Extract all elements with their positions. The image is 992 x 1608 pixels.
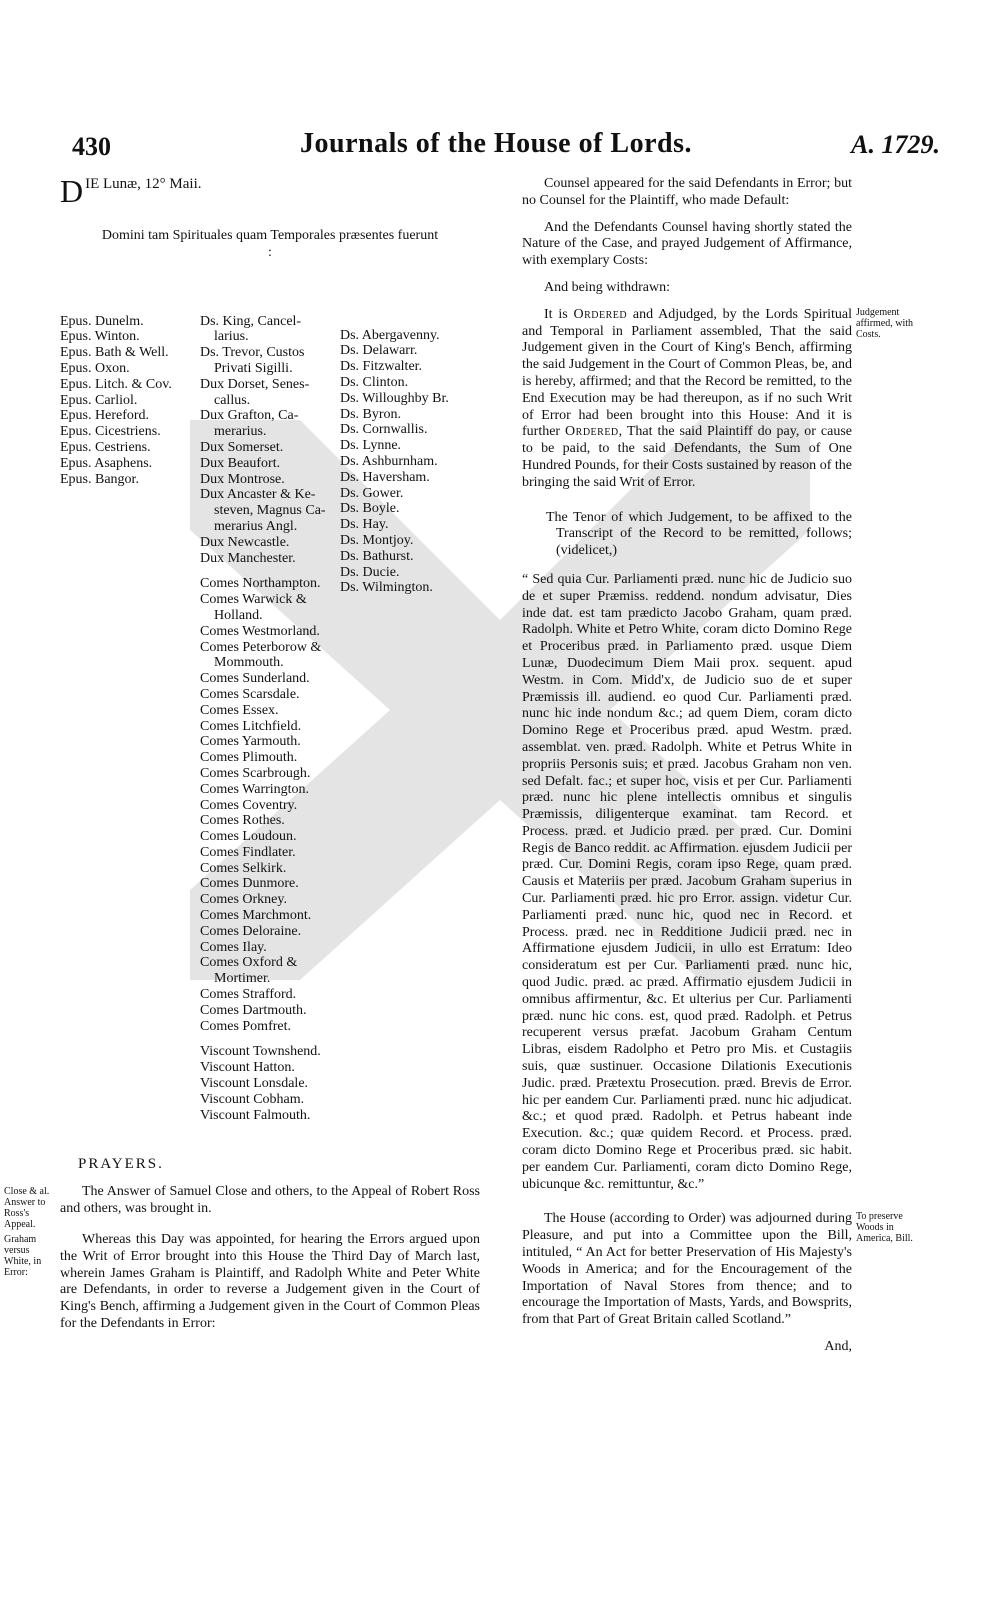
order-body: and Adjudged, by the Lords Spiritual and Temporal in Parliament assembled, That the said Judgement given in the Court of King's Bench, affirming the said Judgement in the Court of Common Pleas, be, and is hereby, affirmed; and that the Record be remitted, to the End Execution may be had thereupon, as if no such Writ of Error had been brought into this House: And it is further <box>522 306 853 440</box>
earl-entry: Comes Strafford. <box>200 987 297 1003</box>
officer-entry: merarius. <box>214 424 267 440</box>
baron-entry: Ds. Hay. <box>340 517 389 533</box>
bishop-entry: Epus. Oxon. <box>60 360 130 376</box>
officer-entry: Dux Ancaster & Ke- <box>200 487 316 503</box>
margin-note-close: Close & al. Answer to Ross's Appeal. <box>4 1186 50 1231</box>
officer-entry: Dux Manchester. <box>200 550 296 566</box>
earl-entry: Comes Dartmouth. <box>200 1002 307 1018</box>
bishop-entry: Epus. Bath & Well. <box>60 345 169 361</box>
bishop-entry: Epus. Asaphens. <box>60 455 153 471</box>
baron-entry: Ds. Haversham. <box>340 469 430 485</box>
officer-entry: Dux Dorset, Senes- <box>200 376 310 392</box>
right-column <box>522 176 914 1356</box>
earl-entry: Comes Rothes. <box>200 813 285 829</box>
earl-entry: Comes Peterborow & <box>200 639 322 655</box>
dateline <box>60 173 480 209</box>
earl-entry: Comes Yarmouth. <box>200 734 301 750</box>
bishop-entry: Epus. Bangor. <box>60 471 139 487</box>
margin-note-judgement: Judgement affirmed, with Costs. <box>856 306 914 340</box>
baron-entry: Ds. Gower. <box>340 485 404 501</box>
bishop-entry: Epus. Winton. <box>60 329 140 345</box>
earl-entry: Comes Ilay. <box>200 939 267 955</box>
earl-entry: Comes Orkney. <box>200 892 287 908</box>
barons-column <box>340 328 480 597</box>
baron-entry: Ds. Abergavenny. <box>340 327 440 343</box>
graham-paragraph: Whereas this Day was appointed, for hearing the Errors argued upon the Writ of Error brought into this House the Third Day of March last, wherein James Graham is Plaintiff, and Radolph White and Peter White are Defendants, in order to reverse a Judgement given in the Court of King's Bench, affirming a Judgement given in the Court of Common Pleas for the Defendants in Error: <box>60 1231 480 1331</box>
order-tail: , That the said Plaintiff do pay, or cause to be paid, to the said Defendants, the Sum of One Hundred Pounds, for their Costs sustained by reason of the bringing the said Writ of Error. <box>522 424 852 490</box>
page-year: A. 1729. <box>851 130 940 159</box>
page-header <box>60 128 940 164</box>
baron-entry: Ds. Wilmington. <box>340 580 433 596</box>
order-paragraph <box>522 307 852 492</box>
baron-entry: Ds. Ashburnham. <box>340 453 438 469</box>
counsel-paragraph: Counsel appeared for the said Defendants in Error; but no Counsel for the Plaintiff, who made Default: <box>522 176 852 208</box>
officer-entry: Ds. Trevor, Custos <box>200 345 305 361</box>
viscount-entry: Viscount Townshend. <box>200 1044 321 1060</box>
earl-entry: Comes Warwick & <box>200 592 307 608</box>
tenor-paragraph: The Tenor of which Judgement, to be affixed to the Transcript of the Record to be remitted, follows; (videlicet,) <box>546 509 852 559</box>
bishop-entry: Epus. Carliol. <box>60 392 138 408</box>
earl-entry: Comes Selkirk. <box>200 860 287 876</box>
earl-entry: Comes Dunmore. <box>200 876 299 892</box>
earl-entry: Comes Scarbrough. <box>200 765 311 781</box>
officer-entry: merarius Angl. <box>214 518 298 534</box>
earl-entry: Comes Warrington. <box>200 781 310 797</box>
earl-entry: Comes Marchmont. <box>200 908 312 924</box>
ordered-word: Ordered <box>573 306 628 322</box>
earl-entry: Comes Coventry. <box>200 797 298 813</box>
earl-entry: Comes Litchfield. <box>200 718 302 734</box>
bishops-column <box>60 314 200 488</box>
earl-entry: Comes Oxford & <box>200 955 298 971</box>
baron-entry: Ds. Willoughby Br. <box>340 390 449 406</box>
officer-entry: Privati Sigilli. <box>214 360 293 376</box>
baron-entry: Ds. Delawarr. <box>340 343 418 359</box>
earl-entry: Comes Loudoun. <box>200 829 297 845</box>
baron-entry: Ds. Montjoy. <box>340 532 414 548</box>
officer-entry: Dux Beaufort. <box>200 455 281 471</box>
baron-entry: Ds. Cornwallis. <box>340 422 428 438</box>
baron-entry: Ds. Boyle. <box>340 501 400 517</box>
baron-entry: Ds. Bathurst. <box>340 548 414 564</box>
defendants-counsel-paragraph: And the Defendants Counsel having shortly stated the Nature of the Case, and prayed Judgement of Affirmance, with exemplary Costs: <box>522 219 852 269</box>
ordered-word-2: Ordered <box>565 424 619 440</box>
earl-entry: Holland. <box>214 607 263 623</box>
baron-entry: Ds. Fitzwalter. <box>340 359 423 375</box>
bishop-entry: Epus. Dunelm. <box>60 313 144 329</box>
officer-entry: Dux Somerset. <box>200 439 284 455</box>
page-number: 430 <box>72 132 111 161</box>
viscount-entry: Viscount Cobham. <box>200 1091 305 1107</box>
earl-entry: Mommouth. <box>214 655 284 671</box>
viscount-entry: Viscount Lonsdale. <box>200 1076 309 1092</box>
order-lead: It is <box>544 306 568 322</box>
baron-entry: Ds. Lynne. <box>340 438 402 454</box>
peers-column <box>200 314 340 1124</box>
lords-present-list <box>60 282 480 1132</box>
viscount-entry: Viscount Falmouth. <box>200 1107 311 1123</box>
margin-note-woods: To preserve Woods in America, Bill. <box>856 1211 913 1245</box>
margin-note-graham: Graham versus White, in Error: <box>4 1233 42 1278</box>
bishop-entry: Epus. Litch. & Cov. <box>60 376 172 392</box>
officer-entry: steven, Magnus Ca- <box>214 503 326 519</box>
earl-entry: Comes Pomfret. <box>200 1018 291 1034</box>
earl-entry: Comes Deloraine. <box>200 923 302 939</box>
earl-entry: Comes Findlater. <box>200 844 296 860</box>
baron-entry: Ds. Clinton. <box>340 374 409 390</box>
earl-entry: Comes Westmorland. <box>200 623 320 639</box>
bishop-entry: Epus. Cicestriens. <box>60 424 161 440</box>
dateline-text: IE Lunæ, 12° Maii. <box>85 176 202 192</box>
earl-entry: Comes Plimouth. <box>200 750 298 766</box>
close-answer-paragraph: The Answer of Samuel Close and others, to the Appeal of Robert Ross and others, was brought in. <box>60 1184 480 1217</box>
baron-entry: Ds. Byron. <box>340 406 402 422</box>
officer-entry: Dux Grafton, Ca- <box>200 408 299 424</box>
baron-entry: Ds. Ducie. <box>340 564 400 580</box>
prayers-heading: PRAYERS. <box>78 1155 164 1172</box>
earl-entry: Comes Sunderland. <box>200 671 310 687</box>
bishop-entry: Epus. Hereford. <box>60 408 150 424</box>
earl-entry: Comes Northampton. <box>200 576 321 592</box>
committee-paragraph: The House (according to Order) was adjourned during Pleasure, and put into a Committee upon the Bill, intituled, “ An Act for better Preservation of His Majesty's Woods in America; and for the Encouragement of the Importation of Naval Stores from thence; and to encourage the Importation of Masts, Yards, and Bowsprits, from that Part of Great Britain called Scotland.” <box>522 1211 852 1328</box>
officer-entry: callus. <box>214 392 251 408</box>
catchword: And, <box>824 1339 852 1354</box>
present-heading: Domini tam Spirituales quam Temporales præsentes fuerunt : <box>101 228 439 260</box>
officer-entry: Ds. King, Cancel- <box>200 313 302 329</box>
latin-judgement: “ Sed quia Cur. Parliamenti præd. nunc hic de Judicio suo de et super Præmiss. reddend. nondum advisatur, Dies inde dat. est tam prædicto Jacobo Graham, quam præd. Radolph. White et Petro White, coram dicto Domino Rege et Proceribus præd. in Parliamento præd. usque Diem Lunæ, Duodecimum Diem Maii prox. sequent. apud Westm. in Com. Midd'x, de Judicio suo de et super Præmissis ill. audiend. eo quod Cur. Parliamenti præd. nunc hic inde nondum &c.; ad quem Diem, coram dicto Domino Rege et Proceribus præd. apud Westm. præd. assemblat. ven. præd. Radolph. White et Petrus White in propriis Personis suis; et præd. Jacobus Graham non ven. sed Defalt. fac.; et super hoc, visis et per Cur. Parliamenti præd. nunc hic plene intellectis omnibus et singulis Præmissis, diligenterque examinat. tam Record. et Process. præd. et Judicio præd. per præd. Cur. Domini Regis de Banco reddit. ac Affirmation. ejusdem Judicii per præd. Cur. Domini Regis, coram ipso Rege, quam præd. Causis et Materiis per præd. Jacobum Graham superius in Cur. Parliamenti præd. hic pro Error. assign. videtur Cur. Parliamenti præd. nunc hic, quod nec in Record. et Process. præd. nec in Redditione Judicii præd. nec in Affirmatione ejusdem Judicii, in ullo est Erratum: Ideo consideratum est per Cur. Parliamenti præd. nunc hic, quod Judic. præd. ac præd. Affirmatio ejusdem Judicii in omnibus affirmentur, &c. Et ulterius per Cur. Parliamenti præd. nunc hic cons. est, quod præd. Radolph. et Petrus recuperent versus præfat. Jacobum Graham Centum Libras, eisdem Radolpho et Petro pro Mis. et Custagiis suis, quæ sustinuer. Occasione Dilationis Executionis Judic. præd. Prætextu Prosecution. præd. Brevis de Error. hic per eandem Cur. Parliamenti præd. nunc hic adjudicat. &c.; et quod præd. Radolph. et Petrus habeant inde Execution. &c.; quæ quidem Record. et Process. præd. coram dicto Domino Rege et Proceribus præd. sic habit. per eandem Cur. Parliamenti, coram dicto Domino Rege, ubicunque &c. remittuntur, &c.” <box>522 571 852 1192</box>
earl-entry: Mortimer. <box>214 971 271 987</box>
withdrawn-paragraph: And being withdrawn: <box>544 279 670 295</box>
earl-entry: Comes Scarsdale. <box>200 686 300 702</box>
officer-entry: larius. <box>214 329 249 345</box>
viscount-entry: Viscount Hatton. <box>200 1060 295 1076</box>
earl-entry: Comes Essex. <box>200 702 279 718</box>
bishop-entry: Epus. Cestriens. <box>60 439 151 455</box>
officer-entry: Dux Montrose. <box>200 471 285 487</box>
drop-cap: D <box>60 173 84 209</box>
officer-entry: Dux Newcastle. <box>200 534 290 550</box>
left-column <box>4 173 480 1343</box>
journal-title: Journals of the House of Lords. <box>300 128 692 159</box>
